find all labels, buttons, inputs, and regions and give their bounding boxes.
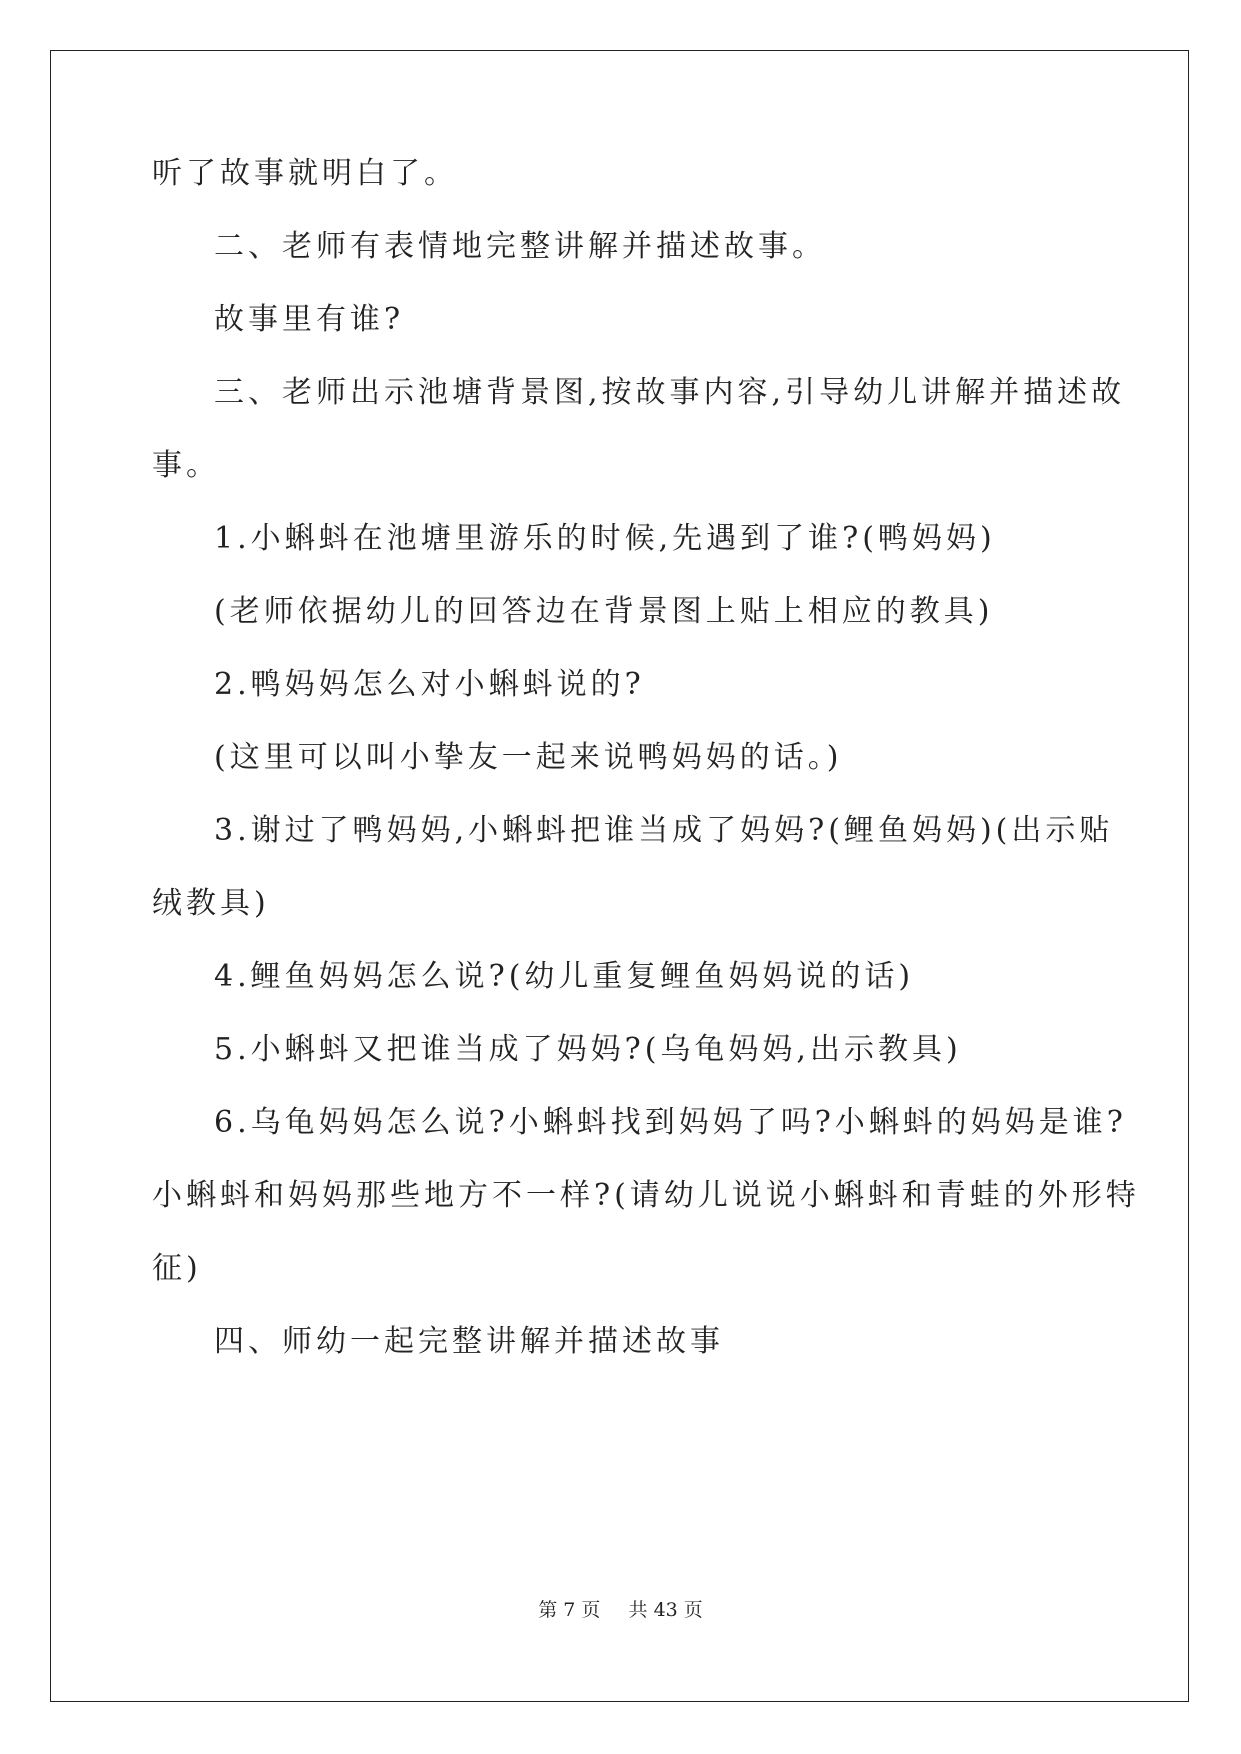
paragraph-line: 1.小蝌蚪在池塘里游乐的时候,先遇到了谁?(鸭妈妈) <box>214 521 996 556</box>
page-number: 第 7 页 <box>538 1599 601 1621</box>
paragraph-line: 二、老师有表情地完整讲解并描述故事。 <box>214 229 826 264</box>
page-total: 共 43 页 <box>628 1599 703 1621</box>
paragraph-line: 三、老师出示池塘背景图,按故事内容,引导幼儿讲解并描述故 <box>214 375 1126 410</box>
paragraph-line: 小蝌蚪和妈妈那些地方不一样?(请幼儿说说小蝌蚪和青蛙的外形特 <box>152 1178 1140 1213</box>
paragraph-line: 故事里有谁? <box>214 302 405 337</box>
paragraph-line: 绒教具) <box>152 886 270 921</box>
paragraph-line: 征) <box>152 1251 202 1286</box>
paragraph-line: 5.小蝌蚪又把谁当成了妈妈?(乌龟妈妈,出示教具) <box>214 1032 962 1067</box>
paragraph-line: 四、师幼一起完整讲解并描述故事 <box>214 1324 724 1359</box>
paragraph-line: 听了故事就明白了。 <box>152 156 458 191</box>
paragraph-line: (老师依据幼儿的回答边在背景图上贴上相应的教具) <box>214 594 994 629</box>
paragraph-line: 3.谢过了鸭妈妈,小蝌蚪把谁当成了妈妈?(鲤鱼妈妈)(出示贴 <box>214 813 1114 848</box>
paragraph-line: 6.乌龟妈妈怎么说?小蝌蚪找到妈妈了吗?小蝌蚪的妈妈是谁? <box>214 1105 1127 1140</box>
paragraph-line: 4.鲤鱼妈妈怎么说?(幼儿重复鲤鱼妈妈说的话) <box>214 959 915 994</box>
paragraph-line: (这里可以叫小挚友一起来说鸭妈妈的话。) <box>214 740 843 775</box>
page-footer <box>0 1595 1241 1622</box>
paragraph-line: 2.鸭妈妈怎么对小蝌蚪说的? <box>214 667 645 702</box>
paragraph-line: 事。 <box>152 448 220 483</box>
